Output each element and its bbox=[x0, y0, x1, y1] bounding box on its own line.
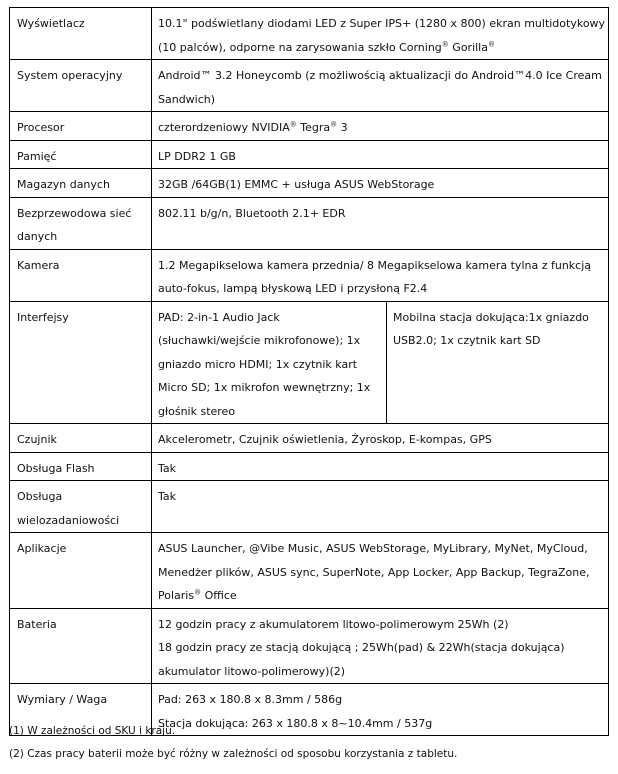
spec-row bbox=[10, 197, 609, 249]
spec-row bbox=[10, 169, 609, 198]
spec-value-line: 12 godzin pracy z akumulatorem litowo-polimerowym 25Wh (2) bbox=[158, 617, 509, 631]
spec-value-line: Stacja dokująca: 263 x 180.8 x 8~10.4mm / 537g bbox=[158, 716, 433, 730]
spec-value-line: auto-fokus, lampą błyskową LED i przysłoną F2.4 bbox=[158, 282, 428, 295]
spec-label: Interfejsy bbox=[10, 301, 152, 424]
spec-label: Obsługa wielozadaniowości bbox=[10, 481, 152, 533]
spec-value bbox=[152, 197, 609, 249]
spec-value bbox=[152, 608, 609, 684]
spec-value-line: 1.2 Megapikselowa kamera przednia/ 8 Megapikselowa kamera tylna z funkcją bbox=[158, 258, 592, 272]
spec-value-line: Menedżer plików, ASUS sync, SuperNote, App Locker, App Backup, TegraZone, bbox=[158, 565, 590, 579]
spec-value-line: Sandwich) bbox=[158, 92, 216, 106]
spec-value-line: 10.1" podświetlany diodami LED z Super IPS+ (1280 x 800) ekran multidotykowy bbox=[158, 17, 606, 30]
spec-value bbox=[152, 533, 609, 609]
spec-row bbox=[10, 424, 609, 453]
spec-label: Obsługa Flash bbox=[10, 452, 152, 481]
spec-label: System operacyjny bbox=[10, 60, 152, 112]
footnote-1: (1) W zależności od SKU i kraju. bbox=[9, 725, 176, 737]
spec-table bbox=[9, 7, 609, 736]
spec-value-pad: PAD: 2-in-1 Audio Jack (słuchawki/wejście mikrofonowe); 1x gniazdo micro HDMI; 1x czytnik kart Micro SD; 1x mikrofon wewnętrzny; 1x głośnik stereo bbox=[158, 310, 371, 418]
spec-value-line: 32GB /64GB(1) EMMC + usługa ASUS WebStorage bbox=[158, 178, 435, 191]
spec-row bbox=[10, 533, 609, 609]
spec-value bbox=[152, 301, 609, 424]
spec-value bbox=[152, 481, 609, 533]
spec-value-line: Tak bbox=[158, 490, 177, 503]
spec-label: Wymiary / Waga bbox=[10, 684, 152, 736]
spec-value-line: 18 godzin pracy ze stacją dokującą ; 25Wh(pad) & 22Wh(stacja dokująca) bbox=[158, 641, 565, 654]
spec-value-line: Android™ 3.2 Honeycomb (z możliwością aktualizacji do Android™4.0 Ice Cream bbox=[158, 69, 602, 82]
spec-value bbox=[152, 424, 609, 453]
spec-value bbox=[152, 169, 609, 198]
spec-label: Bateria bbox=[10, 608, 152, 684]
spec-label: Pamięć bbox=[10, 140, 152, 169]
spec-value-line: LP DDR2 1 GB bbox=[158, 149, 236, 163]
spec-value-line: 802.11 b/g/n, Bluetooth 2.1+ EDR bbox=[158, 206, 346, 220]
spec-value bbox=[152, 112, 609, 141]
spec-row bbox=[10, 608, 609, 684]
spec-value-line: Pad: 263 x 180.8 x 8.3mm / 586g bbox=[158, 693, 343, 706]
spec-value bbox=[152, 60, 609, 112]
spec-label: Czujnik bbox=[10, 424, 152, 453]
spec-value-line: ASUS Launcher, @Vibe Music, ASUS WebStorage, MyLibrary, MyNet, MyCloud, bbox=[158, 542, 588, 555]
spec-row bbox=[10, 60, 609, 112]
spec-value bbox=[152, 8, 609, 60]
spec-value-dock: Mobilna stacja dokująca:1x gniazdo USB2.0; 1x czytnik kart SD bbox=[387, 302, 609, 424]
spec-row bbox=[10, 249, 609, 301]
spec-label: Kamera bbox=[10, 249, 152, 301]
spec-label: Wyświetlacz bbox=[10, 8, 152, 60]
spec-value-line: Tak bbox=[158, 461, 177, 475]
spec-row bbox=[10, 140, 609, 169]
spec-value bbox=[152, 140, 609, 169]
spec-value-line: czterordzeniowy NVIDIA® Tegra® 3 bbox=[158, 120, 348, 134]
spec-label: Bezprzewodowa sieć danych bbox=[10, 197, 152, 249]
spec-row bbox=[10, 112, 609, 141]
spec-row bbox=[10, 301, 609, 424]
spec-row bbox=[10, 481, 609, 533]
spec-value bbox=[152, 452, 609, 481]
spec-value bbox=[152, 249, 609, 301]
footnotes bbox=[9, 720, 457, 766]
spec-row bbox=[10, 8, 609, 60]
spec-value-line: akumulator litowo-polimerowy)(2) bbox=[158, 664, 346, 678]
spec-value-line: (10 palców), odporne na zarysowania szkło Corning® Gorilla® bbox=[158, 39, 495, 54]
spec-value-line: Polaris® Office bbox=[158, 588, 237, 602]
spec-label: Aplikacje bbox=[10, 533, 152, 609]
spec-label: Procesor bbox=[10, 112, 152, 141]
spec-label: Magazyn danych bbox=[10, 169, 152, 198]
spec-row bbox=[10, 452, 609, 481]
spec-value-line: Akcelerometr, Czujnik oświetlenia, Żyroskop, E-kompas, GPS bbox=[158, 433, 492, 446]
footnote-2: (2) Czas pracy baterii może być różny w zależności od sposobu korzystania z tabletu. bbox=[9, 748, 458, 760]
